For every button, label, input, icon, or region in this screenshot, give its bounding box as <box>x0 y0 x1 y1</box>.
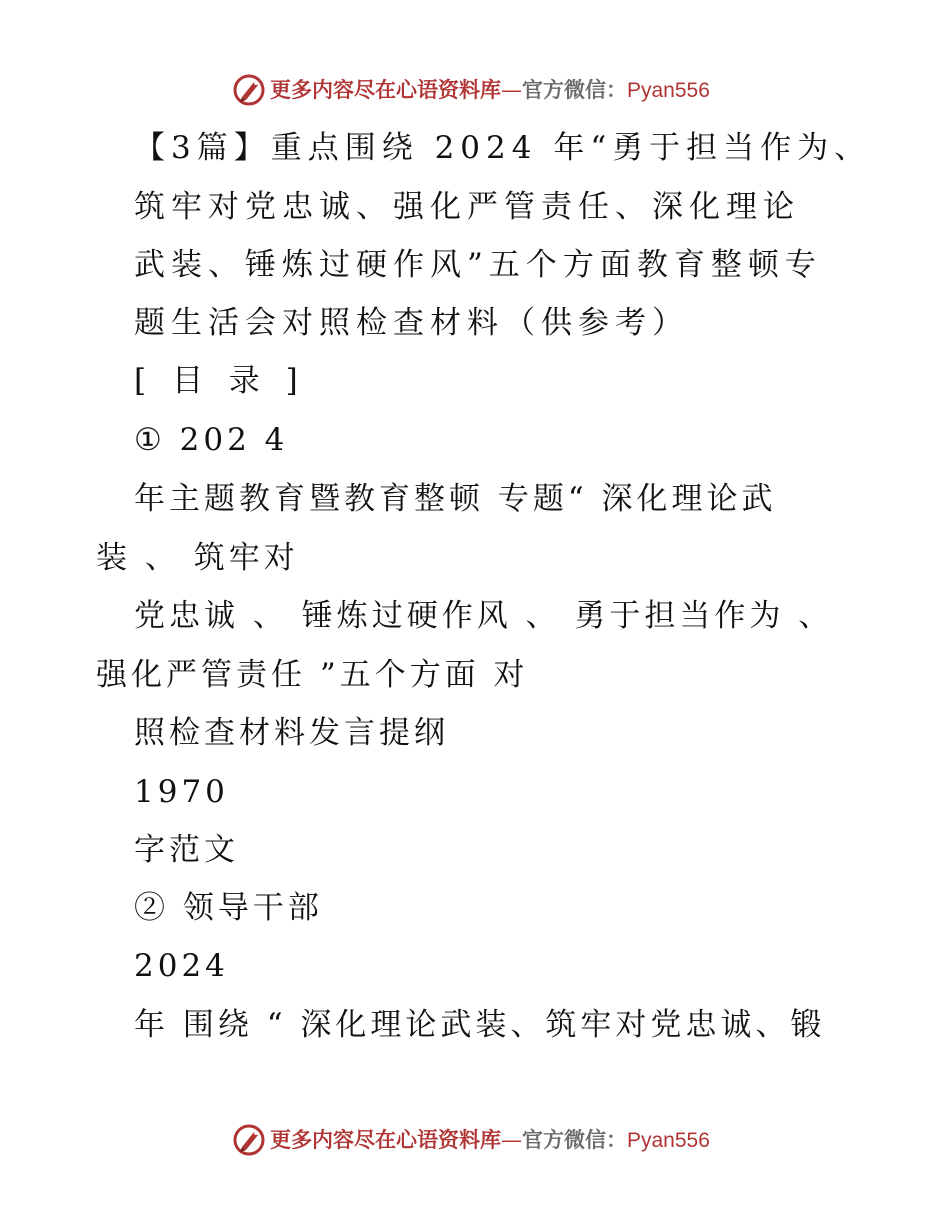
banner-wechat-id: Pyan556 <box>627 1129 710 1152</box>
footer-banner <box>0 1120 950 1160</box>
banner-wechat-label: 官方微信： <box>522 1127 627 1152</box>
toc-line: 年主题教育暨教育整顿 专题“ 深化理论武 <box>134 481 777 517</box>
toc-line: 1970 <box>134 774 229 810</box>
toc-heading: [ 目 录 ] <box>134 363 306 399</box>
toc-line: 强化严管责任 ”五个方面 对 <box>96 657 529 693</box>
pen-logo-icon <box>232 73 266 107</box>
banner-wechat-id: Pyan556 <box>627 79 710 102</box>
banner-site-text: 更多内容尽在心语资料库 <box>270 77 501 102</box>
toc-line: 党忠诚 、 锤炼过硬作风 、 勇于担当作为 、 <box>134 598 834 634</box>
toc-line: ① 202 4 <box>134 422 289 458</box>
document-title-line-4: 题生活会对照检查材料（供参考） <box>134 305 689 341</box>
toc-line: 照检查材料发言提纲 <box>134 715 449 751</box>
banner-dash: — <box>501 1128 522 1152</box>
banner-text <box>270 76 710 104</box>
banner-dash: — <box>501 78 522 102</box>
banner-site-text: 更多内容尽在心语资料库 <box>270 1127 501 1152</box>
document-title-line-3: 武装、锤炼过硬作风”五个方面教育整顿专 <box>134 247 822 283</box>
banner-text <box>270 1126 710 1154</box>
header-banner <box>0 70 950 110</box>
banner-wechat-label: 官方微信： <box>522 77 627 102</box>
toc-line: 2024 <box>134 948 229 984</box>
document-title-line-2: 筑牢对党忠诚、强化严管责任、深化理论 <box>134 189 800 225</box>
toc-line: 年 围绕 “ 深化理论武装、筑牢对党忠诚、锻 <box>134 1007 826 1043</box>
pen-logo-icon <box>232 1123 266 1157</box>
toc-line: ② 领导干部 <box>134 890 323 926</box>
document-title-line-1: 【3篇】重点围绕 2024 年“勇于担当作为、 <box>134 130 872 166</box>
toc-line: 字范文 <box>134 832 239 868</box>
toc-line: 装 、 筑牢对 <box>96 540 299 576</box>
